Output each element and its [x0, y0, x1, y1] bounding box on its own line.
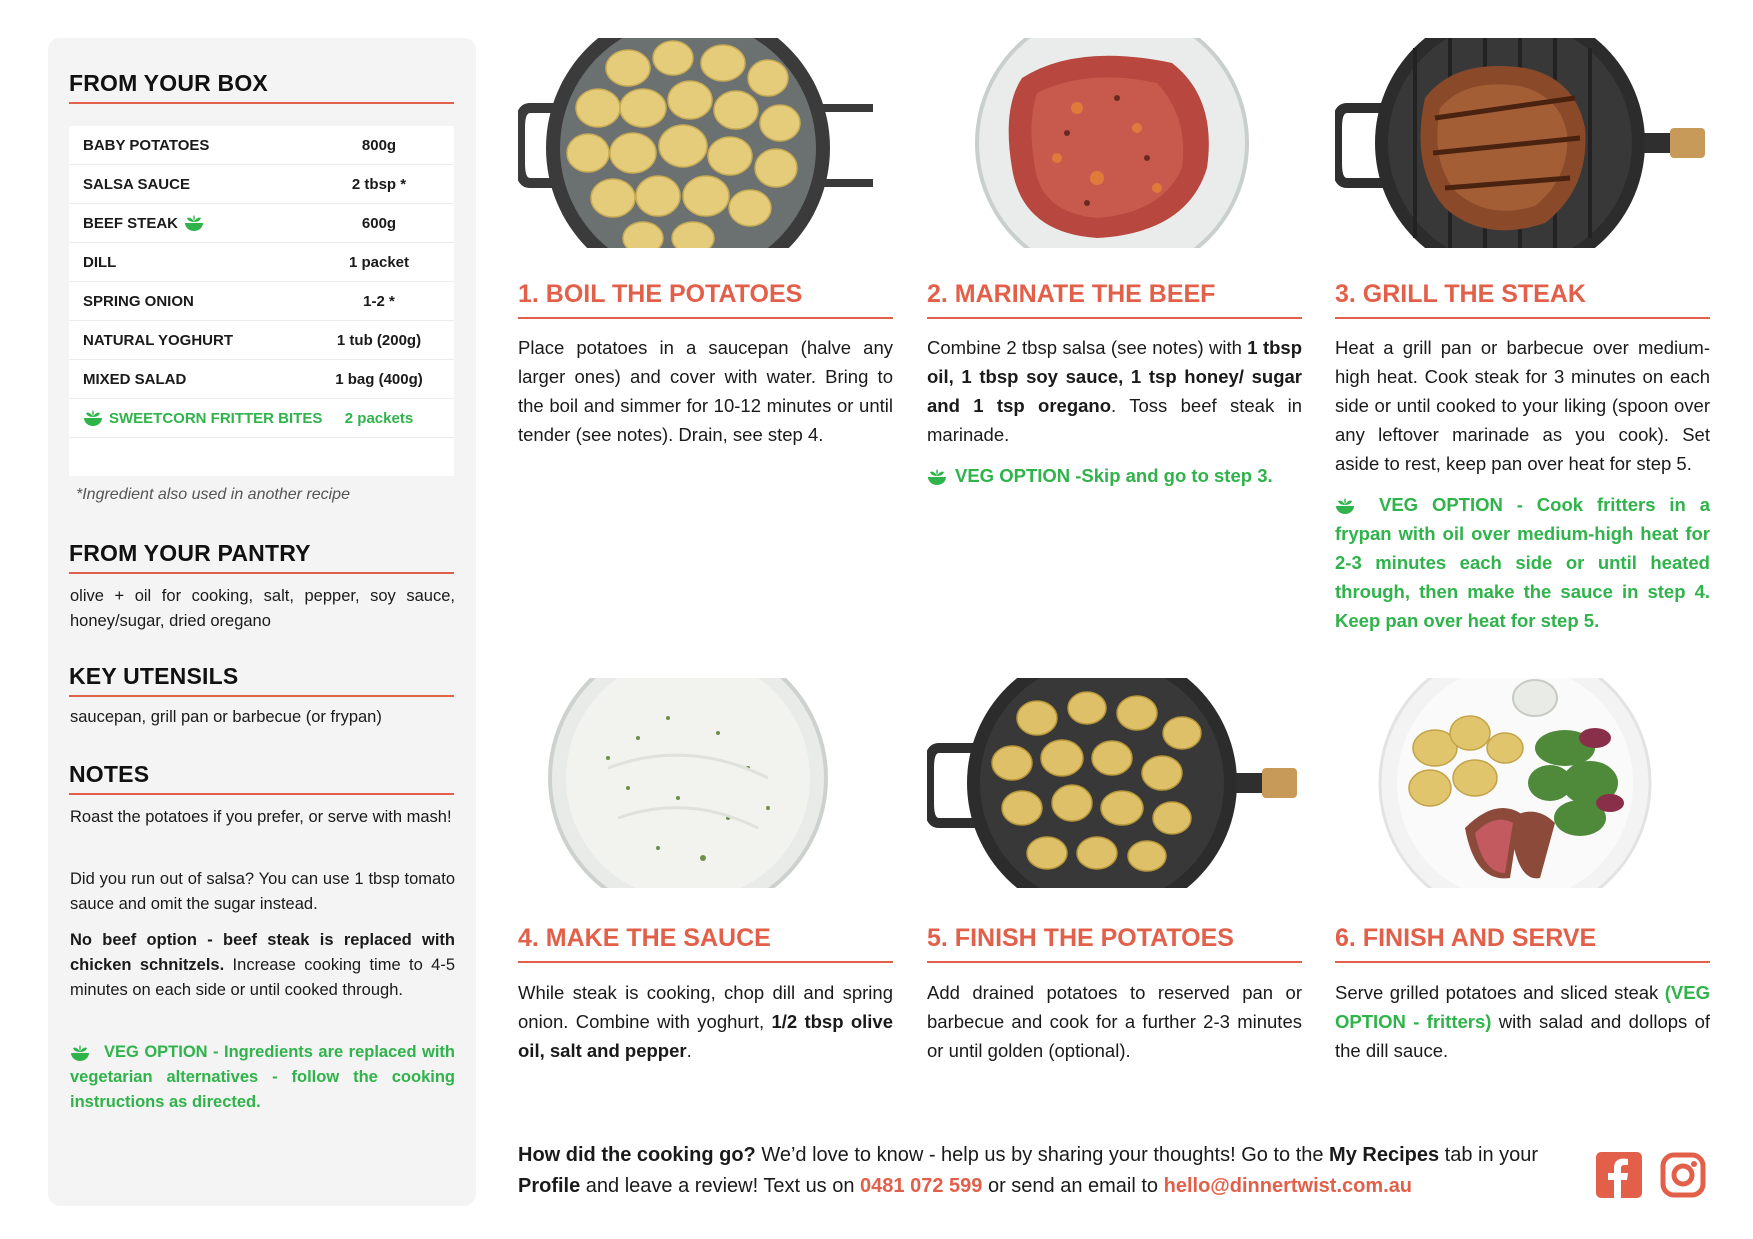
step-5-rule: [927, 961, 1302, 963]
footer-text-3: and leave a review! Text us on: [580, 1175, 861, 1197]
ingredient-row: [69, 165, 454, 204]
footer-text-4: or send an email to: [982, 1175, 1164, 1197]
step-4-text-c: .: [686, 1040, 692, 1061]
step-2-text-c: . Toss beef steak in marinade.: [927, 395, 1302, 445]
step-2-text: [927, 333, 1302, 449]
ingredient-qty: 600g: [361, 214, 397, 232]
notes-paragraph: Did you run out of salsa? You can use 1 tbsp tomato sauce and omit the sugar instead.: [70, 870, 455, 913]
step-3-title: 3. GRILL THE STEAK: [1335, 280, 1586, 308]
ingredient-name: DILL: [83, 253, 117, 271]
ingredient-name: MIXED SALAD: [83, 370, 187, 388]
notes-veg-text: VEG OPTION - Ingredients are replaced with vegetarian alternatives - follow the cooking instructions as directed.: [70, 1043, 455, 1111]
grilled-steak-photo: [1335, 38, 1705, 248]
step-2-title: 2. MARINATE THE BEEF: [927, 280, 1216, 308]
box-title: FROM YOUR BOX: [69, 70, 268, 96]
ingredient-qty: 2 tbsp *: [351, 175, 407, 193]
footer-text-1: We’d love to know - help us by sharing your thoughts! Go to the: [755, 1144, 1330, 1166]
ingredient-name-wrap: [83, 214, 204, 232]
notes-bold: No beef option - beef steak is replaced with chicken schnitzels.: [70, 931, 455, 974]
dill-sauce-photo: [518, 678, 888, 888]
footer-question: How did the cooking go?: [518, 1144, 756, 1166]
notes-title: NOTES: [69, 761, 150, 787]
step-6-text-veg: (VEG OPTION - fritters): [1335, 982, 1710, 1032]
utensils-text: saucepan, grill pan or barbecue (or frypan): [70, 708, 382, 726]
notes-paragraph: Roast the potatoes if you prefer, or serve with mash!: [70, 808, 452, 826]
ingredient-qty: 800g: [361, 136, 397, 154]
instagram-icon[interactable]: [1660, 1152, 1706, 1198]
phone-link[interactable]: 0481 072 599: [860, 1175, 983, 1197]
step-5-text: Add drained potatoes to reserved pan or barbecue and cook for a further 2-3 minutes or until golden (optional).: [927, 982, 1302, 1061]
ingredient-name: SPRING ONION: [83, 292, 194, 310]
step-6-text-a: Serve grilled potatoes and sliced steak: [1335, 982, 1665, 1003]
marinated-beef-photo: [927, 38, 1297, 248]
email-link[interactable]: hello@dinnertwist.com.au: [1163, 1175, 1413, 1197]
ingredient-name-wrap: [83, 409, 322, 427]
notes-veg: [70, 1040, 455, 1115]
ingredient-name: NATURAL YOGHURT: [83, 331, 233, 349]
ingredient-row: [69, 126, 454, 165]
notes-title-rule: [69, 793, 454, 795]
ingredient-row: [69, 321, 454, 360]
ingredient-footnote: *Ingredient also used in another recipe: [76, 486, 350, 503]
ingredient-row: [69, 204, 454, 243]
utensils-title: KEY UTENSILS: [69, 663, 239, 689]
utensils-title-rule: [69, 695, 454, 697]
leaf-bowl-icon: [184, 214, 204, 232]
notes-paragraph: [70, 928, 455, 1003]
ingredient-qty: 1 packet: [348, 253, 410, 271]
facebook-icon[interactable]: [1596, 1152, 1642, 1198]
footer-text-2: tab in your: [1439, 1144, 1539, 1166]
footer-my-recipes: My Recipes: [1329, 1144, 1440, 1166]
ingredients-table: [69, 126, 454, 476]
ingredient-row: [69, 360, 454, 399]
ingredient-qty: 2 packets: [344, 409, 414, 427]
step-2-text-bold: 1 tbsp oil, 1 tbsp soy sauce, 1 tsp honey/ sugar and 1 tsp oregano: [927, 337, 1302, 416]
ingredient-name: SWEETCORN FRITTER BITES: [109, 409, 323, 427]
ingredient-row: [69, 243, 454, 282]
pantry-text: olive + oil for cooking, salt, pepper, soy sauce, honey/sugar, dried oregano: [70, 587, 455, 630]
step-1-title: 1. BOIL THE POTATOES: [518, 280, 803, 308]
step-1-rule: [518, 317, 893, 319]
leaf-bowl-icon: [83, 409, 103, 427]
step-2-veg-text: VEG OPTION -Skip and go to step 3.: [955, 465, 1273, 486]
ingredient-qty: 1-2 *: [363, 292, 395, 310]
step-3-rule: [1335, 317, 1710, 319]
step-3-veg-text: VEG OPTION - Cook fritters in a frypan with oil over medium-high heat for 2-3 minutes each side or until heated through, then make the sauce in step 4. Keep pan over heat for step 5.: [1335, 494, 1710, 631]
feedback-footer: [518, 1140, 1558, 1202]
step-2-text-a: Combine 2 tbsp salsa (see notes) with: [927, 337, 1248, 358]
ingredient-name: BABY POTATOES: [83, 136, 210, 154]
step-4-text: [518, 978, 893, 1065]
leaf-bowl-icon: [1335, 497, 1355, 515]
ingredient-qty: 1 bag (400g): [335, 370, 423, 388]
step-4-text-a: While steak is cooking, chop dill and spring onion. Combine with yoghurt,: [518, 982, 893, 1032]
ingredient-name: BEEF STEAK: [83, 214, 179, 232]
step-4-text-bold: 1/2 tbsp olive oil, salt and pepper: [518, 1011, 893, 1061]
pantry-title-rule: [69, 572, 454, 574]
step-2-rule: [927, 317, 1302, 319]
step-2-veg: [927, 461, 1302, 490]
step-6-rule: [1335, 961, 1710, 963]
grilled-potatoes-photo: [927, 678, 1297, 888]
leaf-bowl-icon: [70, 1044, 90, 1062]
pantry-title: FROM YOUR PANTRY: [69, 540, 311, 566]
leaf-bowl-icon: [927, 468, 947, 486]
step-1-text: Place potatoes in a saucepan (halve any larger ones) and cover with water. Bring to the boil and simmer for 10-12 minutes or until tender (see notes). Drain, see step 4.: [518, 337, 893, 445]
notes-rest: Increase cooking time to 4-5 minutes on each side or until cooked through.: [70, 956, 455, 999]
ingredient-row-veg: [69, 399, 454, 438]
plated-dish-photo: [1335, 678, 1705, 888]
step-3-text: Heat a grill pan or barbecue over medium-high heat. Cook steak for 3 minutes on each side or until cooked to your liking (spoon over any leftover marinade as you cook). Set aside to rest, keep pan over heat for step 5.: [1335, 337, 1710, 474]
step-6-title: 6. FINISH AND SERVE: [1335, 924, 1597, 952]
step-6-text-c: with salad and dollops of the dill sauce.: [1335, 1011, 1711, 1061]
ingredient-name: SALSA SAUCE: [83, 175, 190, 193]
ingredients-sidebar: [48, 38, 476, 1206]
ingredient-qty: 1 tub (200g): [336, 331, 422, 349]
boiled-potatoes-photo: [518, 38, 888, 248]
step-4-title: 4. MAKE THE SAUCE: [518, 924, 771, 952]
step-5-title: 5. FINISH THE POTATOES: [927, 924, 1234, 952]
step-6-text: [1335, 978, 1710, 1065]
ingredient-row: [69, 282, 454, 321]
step-4-rule: [518, 961, 893, 963]
box-title-rule: [69, 102, 454, 104]
step-3-veg: [1335, 490, 1710, 635]
footer-profile: Profile: [518, 1175, 581, 1197]
